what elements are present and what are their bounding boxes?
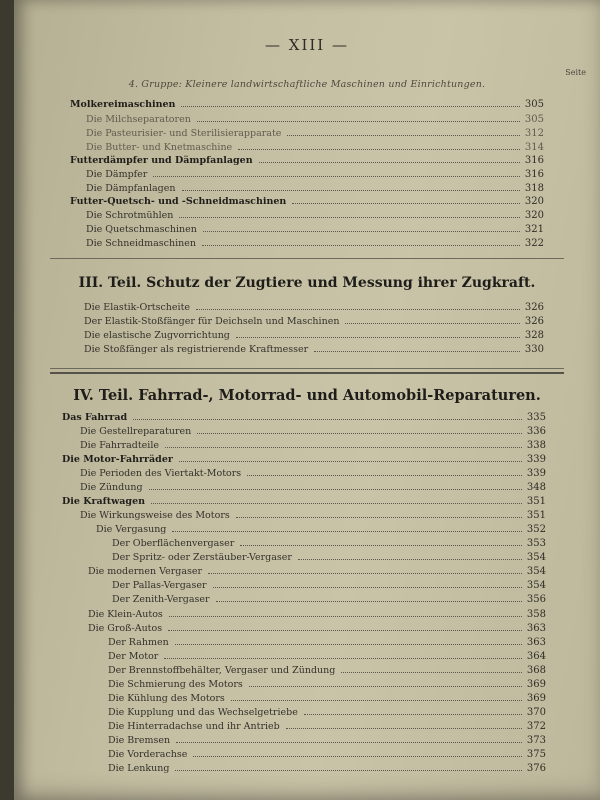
entry-page: 368 bbox=[526, 665, 546, 676]
dot-leader bbox=[249, 686, 522, 687]
dot-leader bbox=[175, 644, 522, 645]
section-4-title: IV. Teil. Fahrrad-, Motorrad- und Automobil-Reparaturen. bbox=[73, 387, 541, 404]
entry-label: Die Elastik-Ortscheite bbox=[84, 302, 191, 313]
entry-label: Die Bremsen bbox=[108, 735, 171, 746]
entry-label: Die Schmierung des Motors bbox=[108, 679, 243, 690]
entry-page: 305 bbox=[524, 114, 544, 125]
entry-label: Futterdämpfer und Dämpfanlagen bbox=[70, 155, 253, 166]
entry-page: 339 bbox=[526, 468, 546, 479]
entry-label: Die elastische Zugvorrichtung bbox=[84, 330, 230, 341]
entry-page: 373 bbox=[526, 735, 546, 746]
toc-entry bbox=[108, 732, 546, 746]
entry-label: Die Klein-Autos bbox=[88, 609, 163, 620]
entry-page: 351 bbox=[526, 510, 546, 521]
entry-page: 354 bbox=[526, 566, 546, 577]
entry-label: Die Kraftwagen bbox=[62, 496, 146, 507]
dot-leader bbox=[168, 630, 522, 631]
entry-page: 369 bbox=[526, 679, 546, 690]
entry-page: 326 bbox=[524, 316, 544, 327]
dot-leader bbox=[341, 672, 522, 673]
dot-leader bbox=[236, 517, 522, 518]
entry-page: 320 bbox=[524, 210, 544, 221]
entry-page: 356 bbox=[526, 594, 546, 605]
dot-leader bbox=[286, 728, 522, 729]
dot-leader bbox=[169, 616, 522, 617]
entry-page: 314 bbox=[524, 142, 544, 153]
toc-entry bbox=[84, 313, 544, 327]
dot-leader bbox=[175, 770, 522, 771]
entry-page: 330 bbox=[524, 344, 544, 355]
entry-label: Die Vorderachse bbox=[108, 749, 188, 760]
entry-label: Die Wirkungsweise des Motors bbox=[80, 510, 230, 521]
entry-label: Die modernen Vergaser bbox=[88, 566, 203, 577]
toc-entry bbox=[108, 634, 546, 648]
toc-entry bbox=[86, 180, 544, 194]
toc-entry bbox=[96, 521, 546, 535]
toc-entry bbox=[86, 221, 544, 235]
dot-leader bbox=[197, 121, 520, 122]
dot-leader bbox=[202, 245, 520, 246]
dot-leader bbox=[133, 419, 522, 420]
entry-label: Die Zündung bbox=[80, 482, 143, 493]
entry-label: Die Perioden des Viertakt-Motors bbox=[80, 468, 242, 479]
dot-leader bbox=[238, 149, 520, 150]
entry-label: Der Motor bbox=[108, 651, 159, 662]
toc-entry bbox=[80, 437, 546, 451]
toc-entry bbox=[108, 676, 546, 690]
entry-page: 328 bbox=[524, 330, 544, 341]
entry-label: Die Pasteurisier- und Sterilisierapparate bbox=[86, 128, 282, 139]
page-number-header: — XIII — bbox=[265, 36, 349, 54]
toc-entry bbox=[108, 760, 546, 774]
dot-leader bbox=[172, 531, 522, 532]
entry-page: 338 bbox=[526, 440, 546, 451]
entry-label: Der Zenith-Vergaser bbox=[112, 594, 210, 605]
toc-entry bbox=[108, 662, 546, 676]
dot-leader bbox=[314, 351, 520, 352]
dot-leader bbox=[216, 601, 522, 602]
dot-leader bbox=[345, 323, 520, 324]
entry-label: Die Fahrradteile bbox=[80, 440, 159, 451]
dot-leader bbox=[181, 106, 520, 107]
entry-label: Die Schrotmühlen bbox=[86, 210, 174, 221]
entry-label: Die Dämpfanlagen bbox=[86, 183, 176, 194]
entry-page: 358 bbox=[526, 609, 546, 620]
toc-entry bbox=[84, 327, 544, 341]
toc-entry bbox=[62, 409, 546, 423]
toc-entry bbox=[70, 193, 544, 207]
entry-page: 348 bbox=[526, 482, 546, 493]
dot-leader bbox=[164, 658, 522, 659]
toc-entry bbox=[86, 125, 544, 139]
entry-label: Die Kühlung des Motors bbox=[108, 693, 225, 704]
entry-label: Die Dämpfer bbox=[86, 169, 148, 180]
toc-entry bbox=[70, 96, 544, 110]
dot-leader bbox=[208, 573, 522, 574]
entry-page: 375 bbox=[526, 749, 546, 760]
toc-entry bbox=[88, 606, 546, 620]
entry-label: Der Rahmen bbox=[108, 637, 169, 648]
entry-label: Der Elastik-Stoßfänger für Deichseln und Maschinen bbox=[84, 316, 340, 327]
entry-page: 336 bbox=[526, 426, 546, 437]
entry-label: Die Lenkung bbox=[108, 763, 170, 774]
dot-leader bbox=[196, 309, 520, 310]
book-page bbox=[14, 0, 600, 800]
entry-label: Die Butter- und Knetmaschine bbox=[86, 142, 233, 153]
entry-label: Die Schneidmaschinen bbox=[86, 238, 196, 249]
toc-entry bbox=[86, 235, 544, 249]
entry-label: Der Brennstoffbehälter, Vergaser und Zündung bbox=[108, 665, 336, 676]
entry-label: Der Oberflächenvergaser bbox=[112, 538, 235, 549]
entry-label: Das Fahrrad bbox=[62, 412, 128, 423]
seite-column-label: Seite bbox=[565, 68, 586, 77]
toc-entry bbox=[80, 423, 546, 437]
toc-entry bbox=[80, 465, 546, 479]
toc-entry bbox=[80, 507, 546, 521]
entry-page: 364 bbox=[526, 651, 546, 662]
entry-page: 363 bbox=[526, 623, 546, 634]
toc-entry bbox=[86, 207, 544, 221]
toc-entry bbox=[112, 535, 546, 549]
toc-entry bbox=[112, 591, 546, 605]
entry-page: 353 bbox=[526, 538, 546, 549]
dot-leader bbox=[298, 559, 522, 560]
dot-leader bbox=[179, 461, 522, 462]
toc-entry bbox=[108, 746, 546, 760]
toc-entry bbox=[70, 152, 544, 166]
entry-page: 335 bbox=[526, 412, 546, 423]
toc-entry bbox=[62, 493, 546, 507]
entry-page: 322 bbox=[524, 238, 544, 249]
group-4-heading: 4. Gruppe: Kleinere landwirtschaftliche Maschinen und Einrichtungen. bbox=[128, 79, 486, 90]
toc-entry bbox=[88, 563, 546, 577]
toc-entry bbox=[84, 341, 544, 355]
table-of-contents bbox=[14, 0, 600, 800]
dot-leader bbox=[231, 700, 522, 701]
entry-label: Der Spritz- oder Zerstäuber-Vergaser bbox=[112, 552, 292, 563]
entry-label: Der Pallas-Vergaser bbox=[112, 580, 207, 591]
toc-entry bbox=[88, 620, 546, 634]
toc-entry bbox=[86, 111, 544, 125]
toc-entry bbox=[108, 648, 546, 662]
entry-page: 354 bbox=[526, 580, 546, 591]
toc-entry bbox=[108, 690, 546, 704]
dot-leader bbox=[179, 217, 520, 218]
entry-page: 321 bbox=[524, 224, 544, 235]
dot-leader bbox=[247, 475, 522, 476]
dot-leader bbox=[213, 587, 523, 588]
toc-entry bbox=[80, 479, 546, 493]
entry-label: Die Stoßfänger als registrierende Kraftmesser bbox=[84, 344, 309, 355]
dot-leader bbox=[149, 489, 522, 490]
toc-entry bbox=[108, 704, 546, 718]
entry-page: 372 bbox=[526, 721, 546, 732]
entry-label: Futter-Quetsch- und -Schneidmaschinen bbox=[70, 196, 287, 207]
section-3-title: III. Teil. Schutz der Zugtiere und Messung ihrer Zugkraft. bbox=[78, 275, 536, 291]
dot-leader bbox=[197, 433, 522, 434]
toc-entry bbox=[112, 549, 546, 563]
entry-label: Die Motor-Fahrräder bbox=[62, 454, 173, 465]
dot-leader bbox=[176, 742, 522, 743]
entry-label: Die Quetschmaschinen bbox=[86, 224, 197, 235]
dot-leader bbox=[287, 135, 520, 136]
entry-page: 339 bbox=[526, 454, 546, 465]
dot-leader bbox=[304, 714, 522, 715]
entry-page: 316 bbox=[524, 169, 544, 180]
entry-label: Die Vergasung bbox=[96, 524, 167, 535]
entry-page: 305 bbox=[524, 99, 544, 110]
toc-entry bbox=[84, 299, 544, 313]
entry-page: 363 bbox=[526, 637, 546, 648]
dot-leader bbox=[165, 447, 522, 448]
dot-leader bbox=[292, 203, 520, 204]
toc-entry bbox=[86, 139, 544, 153]
dot-leader bbox=[193, 756, 522, 757]
dot-leader bbox=[236, 337, 520, 338]
entry-page: 354 bbox=[526, 552, 546, 563]
dot-leader bbox=[203, 231, 520, 232]
entry-label: Molkereimaschinen bbox=[70, 99, 176, 110]
entry-label: Die Gestellreparaturen bbox=[80, 426, 192, 437]
dot-leader bbox=[240, 545, 522, 546]
entry-page: 316 bbox=[524, 155, 544, 166]
toc-entry bbox=[62, 451, 546, 465]
dot-leader bbox=[182, 190, 521, 191]
toc-entry bbox=[86, 166, 544, 180]
entry-page: 312 bbox=[524, 128, 544, 139]
toc-entry bbox=[108, 718, 546, 732]
dot-leader bbox=[151, 503, 522, 504]
entry-page: 376 bbox=[526, 763, 546, 774]
toc-entry bbox=[112, 577, 546, 591]
entry-page: 370 bbox=[526, 707, 546, 718]
entry-label: Die Hinterradachse und ihr Antrieb bbox=[108, 721, 280, 732]
dot-leader bbox=[259, 162, 520, 163]
entry-page: 352 bbox=[526, 524, 546, 535]
entry-label: Die Groß-Autos bbox=[88, 623, 163, 634]
entry-page: 351 bbox=[526, 496, 546, 507]
entry-label: Die Milchseparatoren bbox=[86, 114, 191, 125]
dot-leader bbox=[153, 176, 520, 177]
entry-page: 369 bbox=[526, 693, 546, 704]
entry-label: Die Kupplung und das Wechselgetriebe bbox=[108, 707, 298, 718]
entry-page: 320 bbox=[524, 196, 544, 207]
entry-page: 318 bbox=[524, 183, 544, 194]
entry-page: 326 bbox=[524, 302, 544, 313]
